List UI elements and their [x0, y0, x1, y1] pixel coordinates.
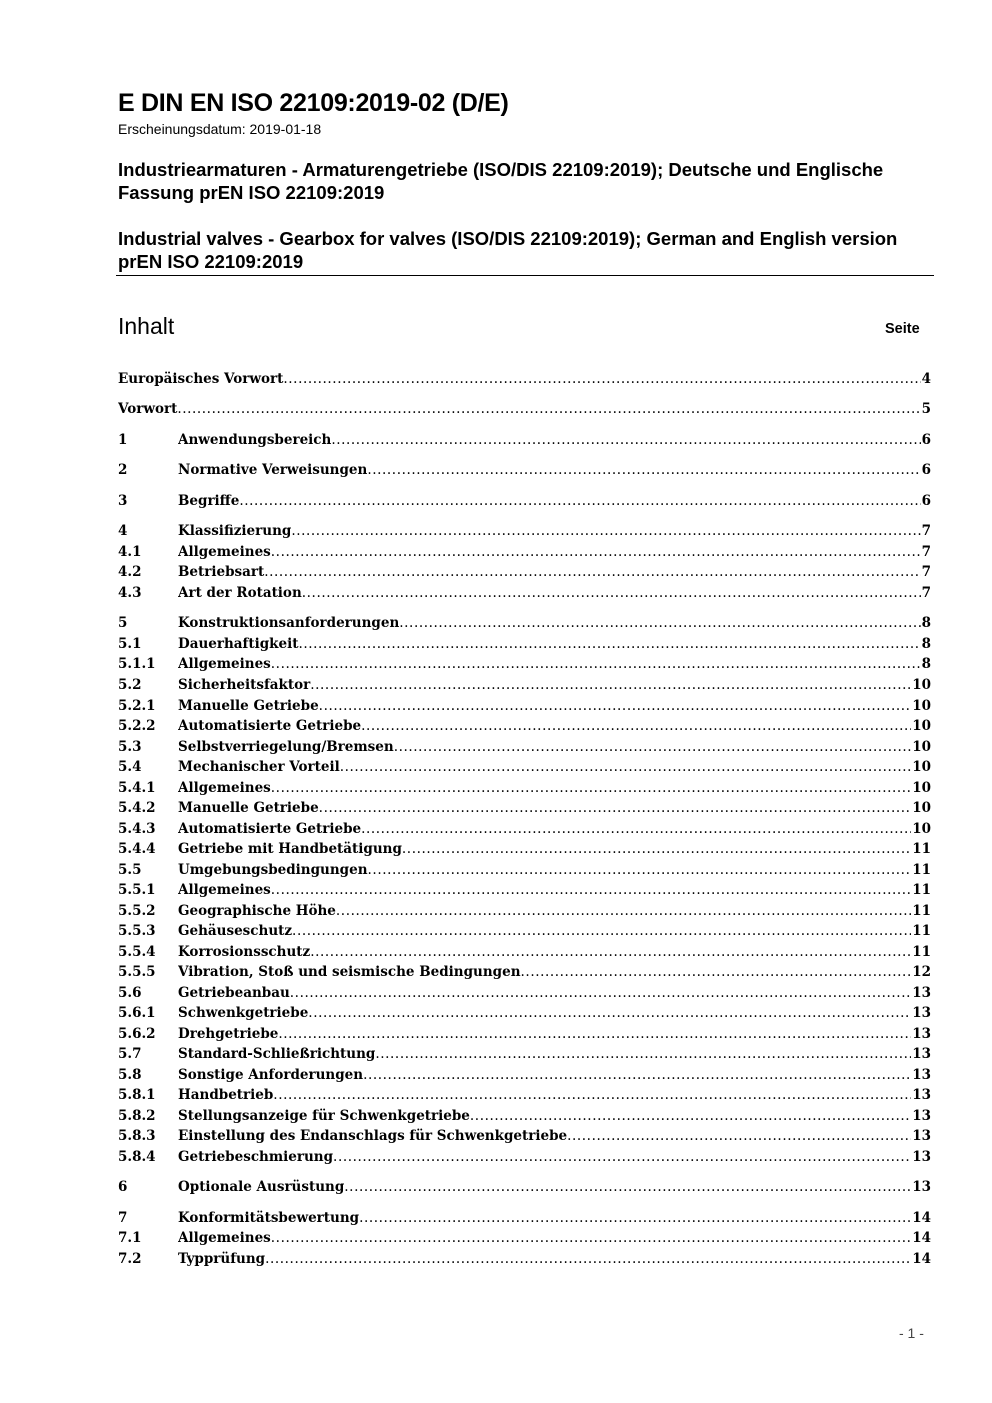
toc-entry-title: Einstellung des Endanschlags für Schwenkgetriebe ..... — [178, 1128, 931, 1144]
toc-entry[interactable] — [118, 462, 931, 482]
toc-entry[interactable] — [118, 698, 931, 718]
toc-entry-number: 5.5.4 — [118, 944, 156, 960]
toc-entry-title: Normative Verweisungen ..... — [178, 462, 931, 478]
toc-heading: Inhalt — [118, 313, 175, 339]
toc-entry-number: 5.6 — [118, 985, 142, 1001]
toc-entry[interactable] — [118, 371, 931, 391]
toc-entry-number: 5.4.2 — [118, 800, 156, 816]
toc-entry-number: 5.6.2 — [118, 1026, 156, 1042]
toc-entry-page: 14 — [912, 1251, 931, 1267]
toc-entry-title: Allgemeines ..... — [178, 656, 931, 672]
toc-entry[interactable] — [118, 1108, 931, 1128]
toc-entry[interactable] — [118, 821, 931, 841]
toc-entry-page: 13 — [912, 1149, 931, 1165]
toc-entry-number: 7.2 — [118, 1251, 142, 1267]
header-divider — [116, 275, 934, 276]
toc-entry-title: Anwendungsbereich ..... — [178, 432, 931, 448]
toc-entry-number: 5.4.4 — [118, 841, 156, 857]
toc-entry-page: 11 — [912, 903, 931, 919]
toc-entry-page: 6 — [921, 432, 931, 448]
toc-entry-page: 13 — [912, 1046, 931, 1062]
toc-entry-title: Konstruktionsanforderungen ..... — [178, 615, 931, 631]
toc-entry-page: 11 — [912, 944, 931, 960]
toc-entry[interactable] — [118, 585, 931, 605]
toc-entry-title: Konformitätsbewertung ..... — [178, 1210, 931, 1226]
toc-entry-number: 4.3 — [118, 585, 142, 601]
toc-entry[interactable] — [118, 944, 931, 964]
toc-entry-number: 5.8.4 — [118, 1149, 156, 1165]
toc-entry-number: 4.1 — [118, 544, 142, 560]
toc-entry-page: 8 — [921, 615, 931, 631]
toc-entry[interactable] — [118, 1005, 931, 1025]
toc-entry-number: 5.6.1 — [118, 1005, 156, 1021]
toc-entry-title: Getriebe mit Handbetätigung ..... — [178, 841, 931, 857]
toc-entry[interactable] — [118, 718, 931, 738]
toc-entry-number: 5.3 — [118, 739, 142, 755]
toc-entry[interactable] — [118, 677, 931, 697]
toc-entry[interactable] — [118, 964, 931, 984]
toc-entry-page: 10 — [912, 759, 931, 775]
publication-date: Erscheinungsdatum: 2019-01-18 — [118, 121, 322, 137]
toc-entry-title: Drehgetriebe ..... — [178, 1026, 931, 1042]
toc-entry[interactable] — [118, 1046, 931, 1066]
toc-entry-title: Allgemeines ..... — [178, 544, 931, 560]
toc-entry[interactable] — [118, 1149, 931, 1169]
toc-entry-page: 10 — [912, 698, 931, 714]
toc-entry-number: 5.8.2 — [118, 1108, 156, 1124]
toc-entry-page: 7 — [921, 585, 931, 601]
toc-entry-page: 13 — [912, 1005, 931, 1021]
toc-entry-page: 13 — [912, 985, 931, 1001]
page-number: - 1 - — [899, 1325, 924, 1341]
toc-entry-page: 13 — [912, 1067, 931, 1083]
toc-entry[interactable] — [118, 1230, 931, 1250]
toc-entry-page: 6 — [921, 493, 931, 509]
toc-entry-title: Getriebeschmierung ..... — [178, 1149, 931, 1165]
toc-entry[interactable] — [118, 985, 931, 1005]
toc-entry-number: 7 — [118, 1210, 128, 1226]
toc-entry-title: Korrosionsschutz ..... — [178, 944, 931, 960]
toc-entry-number: 5.4.3 — [118, 821, 156, 837]
toc-entry[interactable] — [118, 903, 931, 923]
toc-entry-number: 1 — [118, 432, 128, 448]
toc-entry-page: 10 — [912, 821, 931, 837]
toc-entry-number: 5.8.3 — [118, 1128, 156, 1144]
toc-entry-number: 5.5.1 — [118, 882, 156, 898]
toc-entry-page: 14 — [912, 1210, 931, 1226]
toc-entry-title: Vorwort ..... — [118, 401, 931, 417]
toc-entry[interactable] — [118, 1087, 931, 1107]
toc-entry[interactable] — [118, 862, 931, 882]
toc-entry-number: 5.8 — [118, 1067, 142, 1083]
toc-entry-page: 10 — [912, 800, 931, 816]
toc-entry-page: 13 — [912, 1108, 931, 1124]
title-german: Industriearmaturen - Armaturengetriebe (ISO/DIS 22109:2019); Deutsche und Englische Fassung prEN ISO 22109:2019 — [118, 159, 884, 203]
toc-entry-title: Klassifizierung ..... — [178, 523, 931, 539]
toc-entry-page: 10 — [912, 677, 931, 693]
toc-entry[interactable] — [118, 523, 931, 543]
toc-entry-title: Mechanischer Vorteil ..... — [178, 759, 931, 775]
toc-entry[interactable] — [118, 1067, 931, 1087]
toc-entry-title: Manuelle Getriebe ..... — [178, 800, 931, 816]
toc-entry[interactable] — [118, 493, 931, 513]
toc-entry-title: Manuelle Getriebe ..... — [178, 698, 931, 714]
toc-entry-number: 5.2 — [118, 677, 142, 693]
toc-entry-page: 13 — [912, 1179, 931, 1195]
toc-entry-number: 5.1 — [118, 636, 142, 652]
toc-entry-number: 6 — [118, 1179, 128, 1195]
toc-entry-number: 5.5.5 — [118, 964, 156, 980]
toc-entry-title: Automatisierte Getriebe ..... — [178, 821, 931, 837]
toc-entry-title: Allgemeines ..... — [178, 780, 931, 796]
toc-entry[interactable] — [118, 759, 931, 779]
toc-entry-number: 4.2 — [118, 564, 142, 580]
toc-entry-title: Art der Rotation ..... — [178, 585, 931, 601]
toc-entry[interactable] — [118, 800, 931, 820]
toc-entry[interactable] — [118, 1251, 931, 1271]
toc-entry-page: 11 — [912, 923, 931, 939]
toc-entry-page: 11 — [912, 862, 931, 878]
toc-entry-page: 12 — [912, 964, 931, 980]
toc-entry-title: Betriebsart ..... — [178, 564, 931, 580]
toc-entry-title: Standard-Schließrichtung ..... — [178, 1046, 931, 1062]
toc-entry-title: Begriffe ..... — [178, 493, 931, 509]
toc-entry-title: Vibration, Stoß und seismische Bedingungen ..... — [178, 964, 931, 980]
toc-entry-number: 5.2.1 — [118, 698, 156, 714]
toc-entry-page: 10 — [912, 739, 931, 755]
toc-entry-title: Europäisches Vorwort ..... — [118, 371, 931, 387]
document-title: E DIN EN ISO 22109:2019-02 (D/E) — [118, 89, 509, 117]
toc-entry-title: Typprüfung ..... — [178, 1251, 931, 1267]
toc-entry[interactable] — [118, 923, 931, 943]
toc-entry-title: Allgemeines ..... — [178, 1230, 931, 1246]
toc-entry-page: 8 — [921, 636, 931, 652]
toc-entry[interactable] — [118, 432, 931, 452]
toc-entry-number: 5.7 — [118, 1046, 142, 1062]
toc-entry-title: Sonstige Anforderungen ..... — [178, 1067, 931, 1083]
toc-entry[interactable] — [118, 615, 931, 635]
toc-entry-page: 4 — [921, 371, 931, 387]
toc-entry[interactable] — [118, 636, 931, 656]
toc-entry[interactable] — [118, 1026, 931, 1046]
toc-entry-number: 5.2.2 — [118, 718, 156, 734]
toc-entry-page: 7 — [921, 544, 931, 560]
toc-entry-number: 7.1 — [118, 1230, 142, 1246]
toc-entry-title: Umgebungsbedingungen ..... — [178, 862, 931, 878]
toc-entry-number: 3 — [118, 493, 128, 509]
toc-entry[interactable] — [118, 882, 931, 902]
toc-entry-page: 5 — [921, 401, 931, 417]
toc-entry-number: 5.4 — [118, 759, 142, 775]
toc-entry-title: Allgemeines ..... — [178, 882, 931, 898]
toc-entry-title: Dauerhaftigkeit ..... — [178, 636, 931, 652]
toc-entry-title: Schwenkgetriebe ..... — [178, 1005, 931, 1021]
toc-entry-title: Geographische Höhe ..... — [178, 903, 931, 919]
toc-entry-title: Getriebeanbau ..... — [178, 985, 931, 1001]
toc-entry-title: Stellungsanzeige für Schwenkgetriebe ..... — [178, 1108, 931, 1124]
toc-entry-number: 4 — [118, 523, 128, 539]
toc-entry-title: Gehäuseschutz ..... — [178, 923, 931, 939]
toc-entry-page: 10 — [912, 718, 931, 734]
toc-entry-page: 11 — [912, 882, 931, 898]
toc-entry[interactable] — [118, 780, 931, 800]
toc-page-column-label: Seite — [885, 321, 920, 337]
toc-entry-page: 6 — [921, 462, 931, 478]
toc-entry-number: 5.5.2 — [118, 903, 156, 919]
toc-entry-number: 5.5 — [118, 862, 142, 878]
toc-entry-page: 13 — [912, 1026, 931, 1042]
toc-entry[interactable] — [118, 1210, 931, 1230]
toc-entry[interactable] — [118, 739, 931, 759]
toc-entry[interactable] — [118, 544, 931, 564]
toc-entry-number: 5.5.3 — [118, 923, 156, 939]
toc-entry-number: 5.1.1 — [118, 656, 156, 672]
toc-entry-page: 13 — [912, 1087, 931, 1103]
toc-entry-title: Sicherheitsfaktor ..... — [178, 677, 931, 693]
toc-entry-page: 10 — [912, 780, 931, 796]
toc-entry[interactable] — [118, 401, 931, 421]
toc-entry-number: 5 — [118, 615, 128, 631]
toc-entry[interactable] — [118, 841, 931, 861]
toc-entry-title: Automatisierte Getriebe ..... — [178, 718, 931, 734]
toc-entry[interactable] — [118, 1179, 931, 1199]
toc-entry-page: 7 — [921, 523, 931, 539]
toc-entry[interactable] — [118, 564, 931, 584]
toc-entry-number: 5.4.1 — [118, 780, 156, 796]
toc-entry[interactable] — [118, 1128, 931, 1148]
toc-entry-number: 2 — [118, 462, 128, 478]
toc-entry-title: Optionale Ausrüstung ..... — [178, 1179, 931, 1195]
toc-entry-title: Selbstverriegelung/Bremsen ..... — [178, 739, 931, 755]
toc-entry-page: 7 — [921, 564, 931, 580]
toc-entry-number: 5.8.1 — [118, 1087, 156, 1103]
toc-entry-title: Handbetrieb ..... — [178, 1087, 931, 1103]
toc-entry-page: 11 — [912, 841, 931, 857]
toc-entry-page: 13 — [912, 1128, 931, 1144]
toc-entry[interactable] — [118, 656, 931, 676]
title-english: Industrial valves - Gearbox for valves (ISO/DIS 22109:2019); German and English version prEN ISO 22109:2019 — [118, 228, 898, 272]
toc-entry-page: 14 — [912, 1230, 931, 1246]
toc-entry-page: 8 — [921, 656, 931, 672]
